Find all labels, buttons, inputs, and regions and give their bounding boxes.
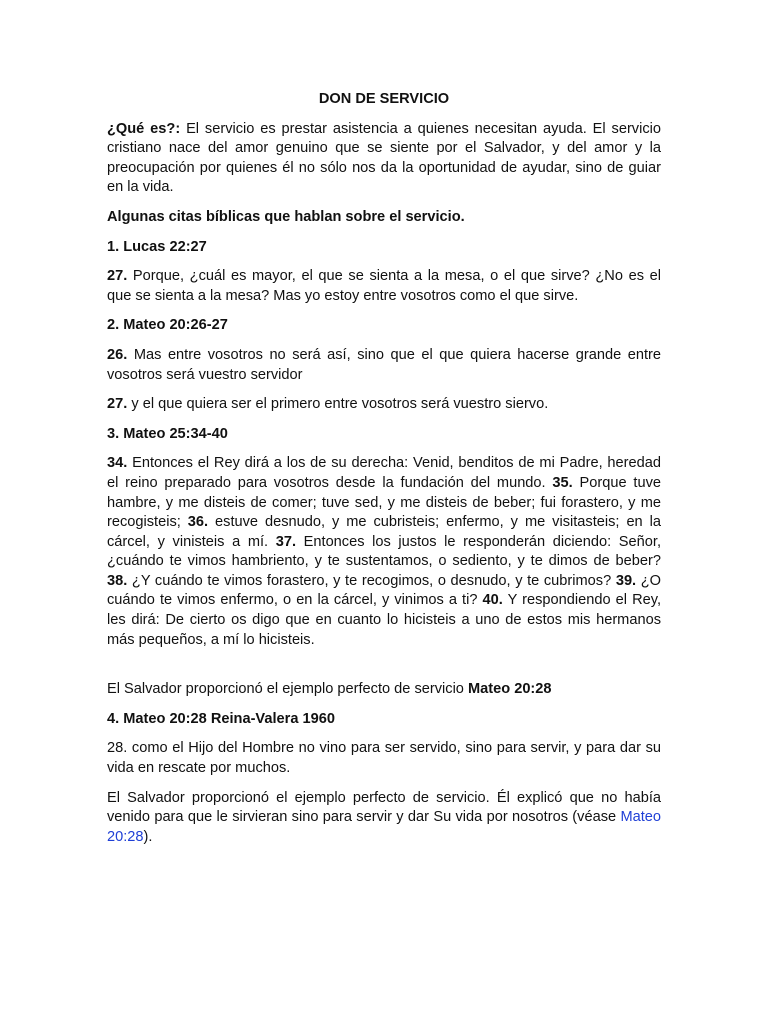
verse-mateo-27 (107, 395, 661, 415)
verse-number: 26. (107, 346, 128, 363)
verse-number: 38. (107, 572, 128, 589)
section-heading-mateo-20 (107, 316, 661, 336)
blank-line (107, 650, 661, 680)
verse-number: 27. (107, 396, 128, 413)
verse-text: y el que quiera ser el primero entre vosotros será vuestro siervo. (127, 396, 549, 413)
section-heading-mateo-20-28 (107, 710, 661, 730)
section-heading-mateo-20-text: 2. Mateo 20:26-27 (107, 317, 228, 334)
section-heading-mateo-20-28-text: 4. Mateo 20:28 Reina-Valera 1960 (107, 710, 335, 727)
section-heading-lucas-text: 1. Lucas 22:27 (107, 238, 207, 255)
verse-text: ¿Y cuándo te vimos forastero, y te recogimos, o desnudo, y te cubrimos? (127, 572, 616, 589)
verse-mateo-20-28: 28. como el Hijo del Hombre no vino para ser servido, sino para servir, y para dar su vida en rescate por muchos. (107, 740, 661, 777)
ejemplo-reference: Mateo 20:28 (467, 681, 552, 698)
section-heading-mateo-25 (107, 425, 661, 445)
verse-lucas-27 (107, 267, 661, 306)
verse-number: 39. (615, 572, 637, 589)
document-body (107, 90, 661, 847)
verse-text: Y respondiendo el Rey, les dirá: De cierto os digo que en cuanto lo hicisteis a uno de estos mis hermanos más pequeños, a mí lo hicisteis. (107, 592, 662, 648)
verses-mateo-25 (107, 454, 661, 650)
verse-text: Mas entre vosotros no será así, sino que el que quiera hacerse grande entre vosotros será vuestro servidor (107, 346, 661, 383)
verse-number: 37. (275, 533, 297, 550)
verse-text: ¿O cuándo te vimos enfermo, o en la cárcel, y vinimos a ti? (107, 572, 662, 609)
verse-text: Entonces el Rey dirá a los de su derecha: Venid, benditos de mi Padre, heredad el reino preparado para vosotros desde la fundación del mundo. (107, 455, 661, 491)
closing-text: El Salvador proporcionó el ejemplo perfecto de servicio. Él explicó que no había venido para que le sirvieran sino para servir y dar Su vida por nosotros (véase (107, 789, 661, 826)
citas-heading (107, 208, 661, 228)
ejemplo-text: El Salvador proporcionó el ejemplo perfecto de servicio (107, 681, 468, 698)
verse-number: 27. (107, 268, 128, 285)
verse-number: 34. (107, 455, 128, 472)
closing-paragraph (107, 789, 661, 848)
ejemplo-paragraph (107, 680, 661, 700)
citas-heading-text: Algunas citas bíblicas que hablan sobre el servicio. (107, 208, 465, 225)
verse-mateo-26 (107, 346, 661, 385)
section-heading-mateo-25-text: 3. Mateo 25:34-40 (107, 425, 228, 442)
verse-number: 36. (187, 514, 209, 531)
intro-text: El servicio es prestar asistencia a quienes necesitan ayuda. El servicio cristiano nace del amor genuino que se siente por el Salvador, y del amor y la preocupación por quienes él no sólo nos da la oportunidad de ayudar, sino de guiar en la vida. (107, 120, 661, 196)
verse-number: 35. (552, 474, 573, 491)
closing-end: ). (143, 828, 153, 845)
verse-text: Entonces los justos le responderán diciendo: Señor, ¿cuándo te vimos hambriento, y te sustentamos, o sediento, y te dimos de beber? (107, 533, 661, 570)
mateo-20-28-link[interactable]: Mateo 20:28 (107, 809, 661, 845)
section-heading-lucas (107, 238, 661, 258)
verse-number: 40. (482, 592, 503, 609)
intro-paragraph (107, 120, 661, 198)
verse-text: estuve desnudo, y me cubristeis; enfermo, y me visitasteis; en la cárcel, y vinisteis a mí. (107, 514, 661, 550)
verse-text: Porque tuve hambre, y me disteis de comer; tuve sed, y me disteis de beber; fui forastero, y me recogisteis; (107, 474, 661, 531)
document-title: DON DE SERVICIO (318, 91, 450, 107)
intro-label: ¿Qué es?: (107, 120, 181, 137)
verse-text: Porque, ¿cuál es mayor, el que se sienta a la mesa, o el que sirve? ¿No es el que se sienta a la mesa? Mas yo estoy entre vosotros como el que sirve. (107, 268, 661, 304)
